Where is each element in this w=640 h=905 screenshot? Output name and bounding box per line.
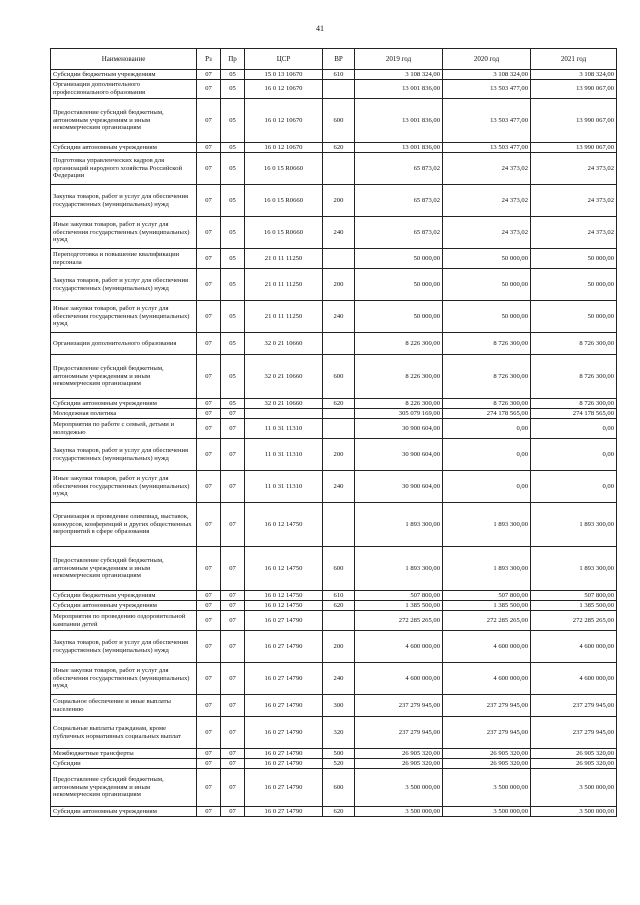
row-name: Социальные выплаты гражданам, кроме публичных нормативных социальных выплат [51,717,197,749]
row-2019: 4 600 000,00 [355,663,443,695]
table-row [51,99,617,143]
row-2019: 237 279 945,00 [355,717,443,749]
row-2020: 13 503 477,00 [443,143,531,153]
row-rz: 07 [197,99,221,143]
row-vr: 240 [323,301,355,333]
row-2021: 8 726 300,00 [531,399,617,409]
row-name: Субсидии бюджетным учреждениям [51,591,197,601]
row-name: Субсидии автономным учреждениям [51,143,197,153]
row-2020: 1 893 300,00 [443,547,531,591]
row-vr: 200 [323,439,355,471]
row-2021: 0,00 [531,419,617,439]
row-vr: 240 [323,663,355,695]
row-2020: 0,00 [443,471,531,503]
row-2021: 4 600 000,00 [531,663,617,695]
row-2019: 1 385 500,00 [355,601,443,611]
row-vr: 620 [323,143,355,153]
row-name: Субсидии автономным учреждениям [51,399,197,409]
row-rz: 07 [197,439,221,471]
table-row [51,185,617,217]
row-csr: 16 0 12 14750 [245,601,323,611]
row-rz: 07 [197,631,221,663]
row-name: Предоставление субсидий бюджетным, автономным учреждениям и иным некоммерческим организациям [51,547,197,591]
row-csr: 16 0 15 R0660 [245,153,323,185]
row-vr: 200 [323,631,355,663]
row-vr: 200 [323,185,355,217]
row-2021: 13 990 067,00 [531,99,617,143]
row-vr [323,153,355,185]
row-name: Субсидии [51,759,197,769]
row-2019: 26 905 320,00 [355,749,443,759]
row-vr: 200 [323,269,355,301]
row-vr: 240 [323,471,355,503]
row-2021: 3 500 000,00 [531,769,617,807]
row-2020: 24 373,02 [443,153,531,185]
row-name: Организация и проведение олимпиад, выставок, конкурсов, конференций и других общественных мероприятий в сфере образования [51,503,197,547]
row-name: Субсидии бюджетным учреждениям [51,70,197,80]
row-2019: 65 873,02 [355,185,443,217]
row-2019: 26 905 320,00 [355,759,443,769]
row-vr [323,249,355,269]
row-2020: 4 600 000,00 [443,631,531,663]
table-row [51,663,617,695]
table-row [51,503,617,547]
row-2019: 4 600 000,00 [355,631,443,663]
row-2021: 8 726 300,00 [531,333,617,355]
row-2019: 50 000,00 [355,269,443,301]
table-row [51,419,617,439]
row-pr: 07 [221,749,245,759]
row-pr: 05 [221,185,245,217]
row-2020: 1 893 300,00 [443,503,531,547]
row-2020: 26 905 320,00 [443,749,531,759]
row-csr: 16 0 12 14750 [245,591,323,601]
row-csr [245,409,323,419]
row-2019: 8 226 300,00 [355,333,443,355]
table-row [51,749,617,759]
table-header-row [51,49,617,70]
table-row [51,695,617,717]
row-2020: 13 503 477,00 [443,80,531,99]
row-vr: 620 [323,601,355,611]
row-2021: 13 990 067,00 [531,80,617,99]
row-2020: 13 503 477,00 [443,99,531,143]
row-rz: 07 [197,749,221,759]
row-rz: 07 [197,355,221,399]
row-rz: 07 [197,143,221,153]
row-name: Мероприятия по работе с семьей, детьми и молодежью [51,419,197,439]
row-2019: 3 500 000,00 [355,769,443,807]
row-2020: 8 726 300,00 [443,333,531,355]
row-pr: 07 [221,591,245,601]
row-2021: 507 800,00 [531,591,617,601]
row-2019: 3 500 000,00 [355,807,443,817]
row-pr: 05 [221,399,245,409]
header-2020: 2020 год [443,49,531,70]
row-rz: 07 [197,269,221,301]
row-csr: 16 0 12 10670 [245,143,323,153]
row-rz: 07 [197,80,221,99]
row-vr: 500 [323,749,355,759]
row-rz: 07 [197,185,221,217]
row-2019: 65 873,02 [355,217,443,249]
row-2020: 3 500 000,00 [443,807,531,817]
row-2019: 30 900 604,00 [355,419,443,439]
table-row [51,611,617,631]
row-csr: 32 0 21 10660 [245,399,323,409]
row-csr: 11 0 31 11310 [245,471,323,503]
table-row [51,269,617,301]
row-pr: 07 [221,663,245,695]
row-csr: 11 0 31 11310 [245,419,323,439]
table-row [51,547,617,591]
row-pr: 07 [221,807,245,817]
row-vr: 600 [323,99,355,143]
row-csr: 16 0 27 14790 [245,611,323,631]
table-row [51,301,617,333]
row-pr: 07 [221,769,245,807]
row-name: Предоставление субсидий бюджетным, автономным учреждениям и иным некоммерческим организациям [51,769,197,807]
row-pr: 07 [221,759,245,769]
row-vr [323,80,355,99]
row-vr: 300 [323,695,355,717]
row-2021: 0,00 [531,439,617,471]
row-rz: 07 [197,601,221,611]
row-rz: 07 [197,695,221,717]
row-csr: 16 0 27 14790 [245,749,323,759]
row-csr: 32 0 21 10660 [245,355,323,399]
row-csr: 16 0 27 14790 [245,807,323,817]
row-2021: 24 373,02 [531,217,617,249]
row-2019: 305 079 169,00 [355,409,443,419]
row-2021: 1 893 300,00 [531,547,617,591]
row-name: Иные закупки товаров, работ и услуг для обеспечения государственных (муниципальных) нужд [51,301,197,333]
row-rz: 07 [197,70,221,80]
table-row [51,601,617,611]
row-2020: 237 279 945,00 [443,717,531,749]
row-2021: 8 726 300,00 [531,355,617,399]
row-pr: 07 [221,717,245,749]
row-name: Организации дополнительного профессионального образования [51,80,197,99]
budget-table [50,48,617,817]
row-name: Межбюджетные трансферты [51,749,197,759]
row-rz: 07 [197,591,221,601]
row-vr: 240 [323,217,355,249]
row-vr [323,503,355,547]
row-pr: 05 [221,80,245,99]
row-csr: 16 0 12 14750 [245,547,323,591]
row-rz: 07 [197,217,221,249]
row-csr: 16 0 27 14790 [245,759,323,769]
row-pr: 05 [221,269,245,301]
row-pr: 05 [221,333,245,355]
row-2020: 0,00 [443,439,531,471]
row-name: Социальное обеспечение и иные выплаты населению [51,695,197,717]
row-name: Мероприятия по проведению оздоровительной кампании детей [51,611,197,631]
row-vr: 610 [323,591,355,601]
row-name: Молодежная политика [51,409,197,419]
row-pr: 05 [221,153,245,185]
row-rz: 07 [197,611,221,631]
row-2019: 237 279 945,00 [355,695,443,717]
row-2020: 3 500 000,00 [443,769,531,807]
header-vr: ВР [323,49,355,70]
row-2021: 274 178 565,00 [531,409,617,419]
row-rz: 07 [197,409,221,419]
table-row [51,409,617,419]
row-2021: 237 279 945,00 [531,695,617,717]
row-2019: 30 900 604,00 [355,471,443,503]
row-name: Предоставление субсидий бюджетным, автономным учреждениям и иным некоммерческим организациям [51,355,197,399]
row-2021: 272 285 265,00 [531,611,617,631]
row-2021: 50 000,00 [531,301,617,333]
row-pr: 07 [221,631,245,663]
row-vr: 320 [323,717,355,749]
row-csr: 21 0 11 11250 [245,301,323,333]
row-2019: 507 800,00 [355,591,443,601]
header-pr: Пр [221,49,245,70]
row-2021: 3 500 000,00 [531,807,617,817]
row-name: Организации дополнительного образования [51,333,197,355]
row-name: Закупка товаров, работ и услуг для обеспечения государственных (муниципальных) нужд [51,269,197,301]
row-pr: 07 [221,547,245,591]
row-csr: 16 0 27 14790 [245,717,323,749]
table-row [51,591,617,601]
row-2020: 24 373,02 [443,185,531,217]
table-row [51,217,617,249]
row-pr: 05 [221,143,245,153]
row-2019: 13 001 836,00 [355,143,443,153]
row-pr: 05 [221,301,245,333]
row-2021: 26 905 320,00 [531,749,617,759]
row-name: Закупка товаров, работ и услуг для обеспечения государственных (муниципальных) нужд [51,631,197,663]
row-name: Субсидии автономным учреждениям [51,807,197,817]
row-vr: 520 [323,759,355,769]
row-2019: 13 001 836,00 [355,99,443,143]
row-2020: 274 178 565,00 [443,409,531,419]
row-name: Переподготовка и повышение квалификации персонала [51,249,197,269]
row-csr: 16 0 27 14790 [245,695,323,717]
row-2019: 50 000,00 [355,301,443,333]
row-2020: 50 000,00 [443,269,531,301]
row-rz: 07 [197,503,221,547]
header-name: Наименование [51,49,197,70]
row-csr: 21 0 11 11250 [245,269,323,301]
row-2020: 8 726 300,00 [443,355,531,399]
row-2020: 272 285 265,00 [443,611,531,631]
table-row [51,249,617,269]
row-2021: 4 600 000,00 [531,631,617,663]
row-2019: 272 285 265,00 [355,611,443,631]
row-2020: 3 108 324,00 [443,70,531,80]
row-2021: 1 893 300,00 [531,503,617,547]
row-vr [323,419,355,439]
row-2021: 26 905 320,00 [531,759,617,769]
row-name: Иные закупки товаров, работ и услуг для обеспечения государственных (муниципальных) нужд [51,663,197,695]
table-row [51,769,617,807]
row-rz: 07 [197,399,221,409]
table-row [51,807,617,817]
row-2019: 1 893 300,00 [355,503,443,547]
table-row [51,399,617,409]
row-csr: 15 0 13 10670 [245,70,323,80]
table-row [51,355,617,399]
row-rz: 07 [197,153,221,185]
header-2019: 2019 год [355,49,443,70]
row-rz: 07 [197,333,221,355]
row-2019: 8 226 300,00 [355,399,443,409]
row-2019: 3 108 324,00 [355,70,443,80]
header-2021: 2021 год [531,49,617,70]
row-name: Закупка товаров, работ и услуг для обеспечения государственных (муниципальных) нужд [51,439,197,471]
row-pr: 05 [221,99,245,143]
table-row [51,471,617,503]
table-row [51,333,617,355]
row-name: Подготовка управленческих кадров для организаций народного хозяйства Российской Федерации [51,153,197,185]
row-2020: 0,00 [443,419,531,439]
row-name: Предоставление субсидий бюджетным, автономным учреждениям и иным некоммерческим организациям [51,99,197,143]
row-2020: 50 000,00 [443,301,531,333]
row-2021: 50 000,00 [531,249,617,269]
row-2020: 26 905 320,00 [443,759,531,769]
header-csr: ЦСР [245,49,323,70]
row-vr [323,333,355,355]
row-rz: 07 [197,759,221,769]
table-row [51,153,617,185]
table-body [51,70,617,817]
table-row [51,759,617,769]
row-2019: 13 001 836,00 [355,80,443,99]
row-vr: 600 [323,769,355,807]
row-2020: 1 385 500,00 [443,601,531,611]
row-pr: 05 [221,70,245,80]
row-pr: 07 [221,695,245,717]
row-rz: 07 [197,769,221,807]
row-csr: 16 0 12 14750 [245,503,323,547]
row-2021: 3 108 324,00 [531,70,617,80]
row-pr: 05 [221,249,245,269]
row-2019: 30 900 604,00 [355,439,443,471]
row-2020: 24 373,02 [443,217,531,249]
row-vr: 620 [323,807,355,817]
row-rz: 07 [197,807,221,817]
row-csr: 16 0 12 10670 [245,80,323,99]
row-2020: 4 600 000,00 [443,663,531,695]
row-2021: 0,00 [531,471,617,503]
row-vr: 620 [323,399,355,409]
row-rz: 07 [197,301,221,333]
row-2020: 8 726 300,00 [443,399,531,409]
table-row [51,631,617,663]
row-name: Иные закупки товаров, работ и услуг для обеспечения государственных (муниципальных) нужд [51,471,197,503]
row-2020: 237 279 945,00 [443,695,531,717]
table-row [51,80,617,99]
row-2020: 507 800,00 [443,591,531,601]
row-rz: 07 [197,471,221,503]
row-2019: 65 873,02 [355,153,443,185]
row-csr: 32 0 21 10660 [245,333,323,355]
row-rz: 07 [197,717,221,749]
table-row [51,143,617,153]
row-pr: 07 [221,419,245,439]
row-csr: 11 0 31 11310 [245,439,323,471]
page-number: 41 [316,24,324,33]
row-2021: 24 373,02 [531,153,617,185]
row-csr: 16 0 27 14790 [245,663,323,695]
row-csr: 16 0 27 14790 [245,769,323,807]
row-csr: 21 0 11 11250 [245,249,323,269]
row-2019: 1 893 300,00 [355,547,443,591]
row-2021: 24 373,02 [531,185,617,217]
row-pr: 05 [221,217,245,249]
row-rz: 07 [197,663,221,695]
table-row [51,70,617,80]
row-vr [323,611,355,631]
row-name: Иные закупки товаров, работ и услуг для обеспечения государственных (муниципальных) нужд [51,217,197,249]
row-csr: 16 0 27 14790 [245,631,323,663]
row-name: Субсидии автономным учреждениям [51,601,197,611]
row-2021: 1 385 500,00 [531,601,617,611]
row-2019: 50 000,00 [355,249,443,269]
row-csr: 16 0 15 R0660 [245,185,323,217]
row-rz: 07 [197,419,221,439]
row-2021: 237 279 945,00 [531,717,617,749]
row-vr: 600 [323,355,355,399]
row-pr: 07 [221,601,245,611]
row-pr: 07 [221,611,245,631]
row-csr: 16 0 15 R0660 [245,217,323,249]
row-2020: 50 000,00 [443,249,531,269]
row-2019: 8 226 300,00 [355,355,443,399]
table-row [51,439,617,471]
row-pr: 07 [221,471,245,503]
row-vr: 610 [323,70,355,80]
row-pr: 05 [221,355,245,399]
header-rz: Рз [197,49,221,70]
row-pr: 07 [221,503,245,547]
row-pr: 07 [221,439,245,471]
row-rz: 07 [197,249,221,269]
row-2021: 50 000,00 [531,269,617,301]
row-vr: 600 [323,547,355,591]
row-vr [323,409,355,419]
row-csr: 16 0 12 10670 [245,99,323,143]
row-name: Закупка товаров, работ и услуг для обеспечения государственных (муниципальных) нужд [51,185,197,217]
row-rz: 07 [197,547,221,591]
row-2021: 13 990 067,00 [531,143,617,153]
row-pr: 07 [221,409,245,419]
table-row [51,717,617,749]
